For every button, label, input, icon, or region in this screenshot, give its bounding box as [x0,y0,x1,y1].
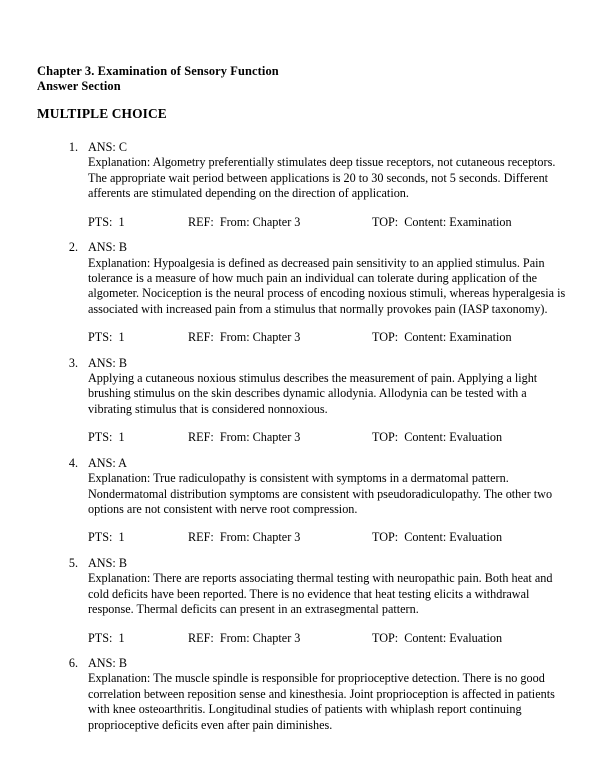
document-header [37,64,557,93]
answer-item [0,456,600,547]
item-top: TOP: Content: Evaluation [372,430,503,445]
item-ref: REF: From: Chapter 3 [188,530,301,545]
item-explanation: Explanation: The muscle spindle is responsible for proprioceptive detection. There is no good correlation between reposition sense and kinesthesia. Joint proprioception is affected in patients with knee osteoarthritis. Longitudinal studies of patients with whiplash report continuing proprioceptive deficits even after pain diminishes. [88,671,555,732]
item-explanation: Explanation: Hypoalgesia is defined as decreased pain sensitivity to an applied stimulus. Pain tolerance is a measure of how much pain an individual can tolerate during application of the algometer. Nociception is the neural process of encoding noxious stimuli, whereas hyperalgesia is associated with increased pain from a stimulus that normally provokes pain (IASP taxonomy). [88,255,566,316]
item-meta-row [88,430,566,446]
item-ref: REF: From: Chapter 3 [188,214,301,229]
item-answer: ANS: B [88,656,127,671]
item-ref: REF: From: Chapter 3 [188,430,301,445]
item-top: TOP: Content: Examination [372,330,512,345]
item-top: TOP: Content: Examination [372,214,512,229]
item-ref: REF: From: Chapter 3 [188,630,301,645]
chapter-title: Chapter 3. Examination of Sensory Function [37,64,279,78]
item-number: 4. [68,455,78,470]
item-meta-row [88,215,566,231]
item-pts: PTS: 1 [88,214,125,229]
item-answer: ANS: B [88,240,127,255]
item-answer: ANS: B [88,555,127,570]
item-pts: PTS: 1 [88,530,125,545]
section-title-multiple-choice: MULTIPLE CHOICE [37,106,167,121]
item-answer: ANS: B [88,355,127,370]
item-top: TOP: Content: Evaluation [372,530,503,545]
item-number: 6. [68,656,78,671]
answer-list [0,140,600,743]
item-number: 1. [68,140,78,154]
item-number: 2. [68,240,78,255]
answer-section-subtitle: Answer Section [37,78,121,93]
item-meta-row [88,631,566,647]
answer-item [0,240,600,346]
item-top: TOP: Content: Evaluation [372,630,503,645]
item-meta-row [88,530,566,546]
item-answer: ANS: C [88,140,127,154]
item-explanation: Explanation: Algometry preferentially stimulates deep tissue receptors, not cutaneous receptors. The appropriate wait period between applications is 20 to 30 seconds, not 5 seconds. Different afferents are stimulated depending on the direction of application. [88,155,556,201]
answer-item [0,356,600,447]
item-number: 5. [68,555,78,570]
item-explanation: Explanation: True radiculopathy is consistent with symptoms in a dermatomal pattern. Nondermatomal distribution symptoms are consistent with pseudoradiculopathy. The other two options are not consistent with nerve root compression. [88,471,553,516]
item-number: 3. [68,355,78,370]
item-pts: PTS: 1 [88,430,125,445]
item-answer: ANS: A [88,455,127,470]
item-ref: REF: From: Chapter 3 [188,330,301,345]
item-meta-row [88,330,566,346]
item-explanation: Applying a cutaneous noxious stimulus describes the measurement of pain. Applying a light brushing stimulus on the skin describes dynamic allodynia. Allodynia can be tested with a vibrating stimulus that is considered nonnoxious. [88,371,538,416]
answer-item [0,656,600,733]
answer-item [0,140,600,231]
answer-item [0,556,600,647]
item-pts: PTS: 1 [88,330,125,345]
item-explanation: Explanation: There are reports associating thermal testing with neuropathic pain. Both heat and cold deficits have been reported. There is no evidence that heat testing elicits a withdrawal response. Thermal deficits can present in an extrasegmental pattern. [88,571,553,617]
item-pts: PTS: 1 [88,630,125,645]
